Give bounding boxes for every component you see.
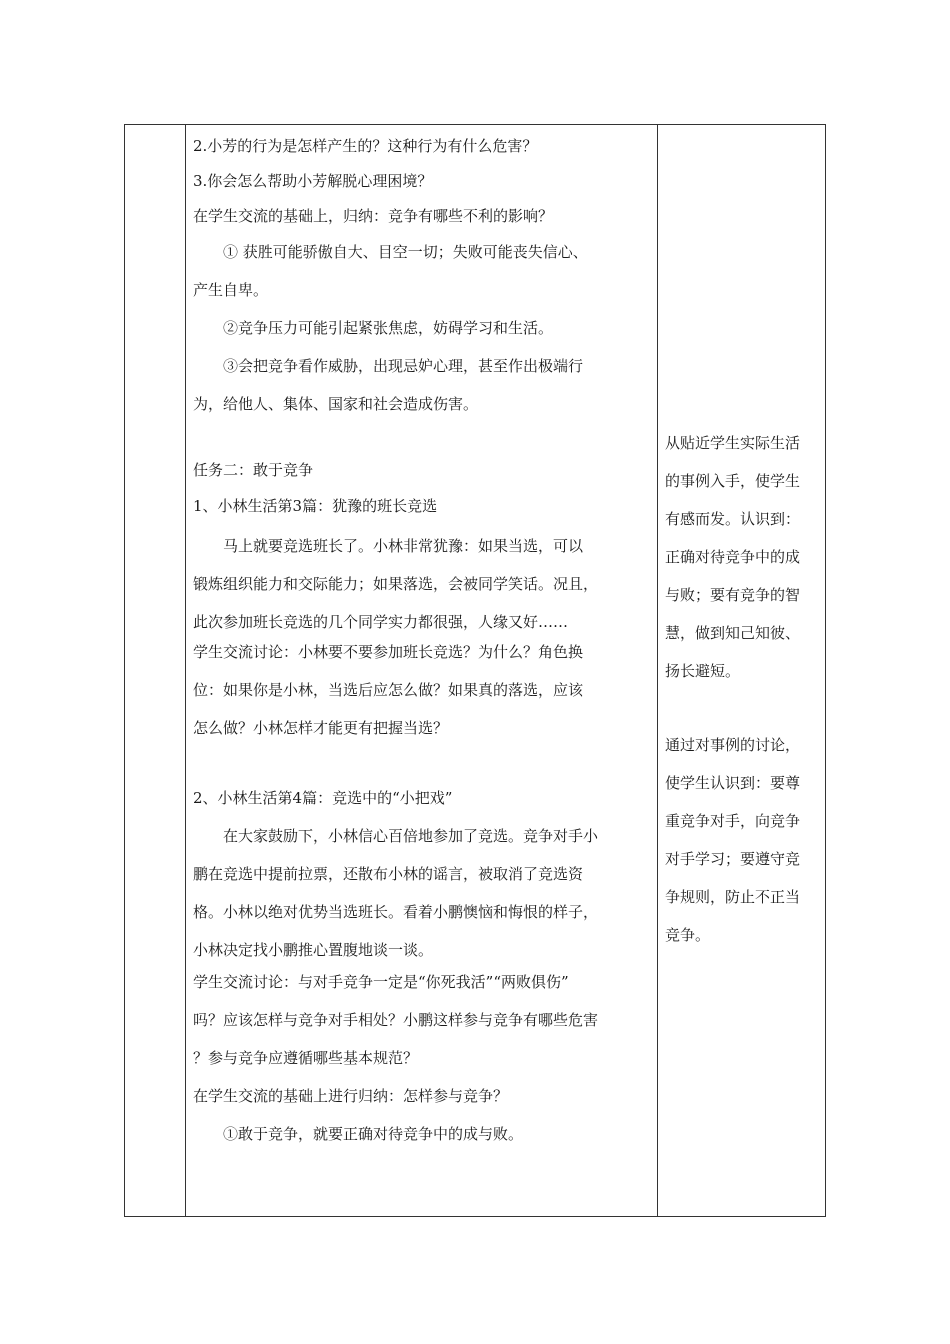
content-line: 锻炼组织能力和交际能力；如果落选，会被同学笑话。况且，: [193, 575, 599, 593]
content-line: 1、小林生活第3篇：犹豫的班长竞选: [193, 497, 438, 515]
content-line: 马上就要竞选班长了。小林非常犹豫：如果当选，可以: [223, 537, 584, 555]
note-line: 从贴近学生实际生活: [665, 434, 801, 452]
content-line: 位：如果你是小林，当选后应怎么做？如果真的落选，应该: [193, 681, 584, 699]
note-line: 与败；要有竞争的智: [665, 586, 801, 604]
content-line: 学生交流讨论：小林要不要参加班长竞选？为什么？角色换: [193, 643, 584, 661]
content-line: 2.小芳的行为是怎样产生的？这种行为有什么危害？: [193, 137, 538, 155]
content-line: 3.你会怎么帮助小芳解脱心理困境？: [193, 172, 433, 190]
lesson-content-column: [193, 131, 651, 1143]
content-line: 产生自卑。: [193, 281, 269, 299]
content-line: 学生交流讨论：与对手竞争一定是“你死我活”“两败俱伤”: [193, 973, 569, 991]
content-line: ①敢于竞争，就要正确对待竞争中的成与败。: [223, 1125, 524, 1143]
note-line: 有感而发。认识到：: [665, 510, 801, 528]
lesson-table: [124, 124, 826, 1217]
content-line: 2、小林生活第4篇：竞选中的“小把戏”: [193, 789, 453, 807]
note-line: 对手学习；要遵守竞: [665, 850, 801, 868]
content-line: 小林决定找小鹏推心置腹地谈一谈。: [193, 941, 434, 959]
content-line: ③会把竞争看作威胁，出现忌妒心理，甚至作出极端行: [223, 357, 584, 375]
column-divider-left: [185, 125, 186, 1216]
note-line: 的事例入手，使学生: [665, 472, 801, 490]
note-line: 扬长避短。: [665, 662, 741, 680]
content-line: ②竞争压力可能引起紧张焦虑，妨碍学习和生活。: [223, 319, 554, 337]
content-line: 格。小林以绝对优势当选班长。看着小鹏懊恼和悔恨的样子，: [193, 903, 599, 921]
content-line: 吗？应该怎样与竞争对手相处？小鹏这样参与竞争有哪些危害: [193, 1011, 599, 1029]
content-line: 在大家鼓励下，小林信心百倍地参加了竞选。竞争对手小: [223, 827, 599, 845]
content-line: 为，给他人、集体、国家和社会造成伤害。: [193, 395, 479, 413]
note-line: 正确对待竞争中的成: [665, 548, 801, 566]
design-intent-column: [665, 424, 821, 954]
note-line: 争规则，防止不正当: [665, 888, 801, 906]
note-line: 通过对事例的讨论，: [665, 736, 801, 754]
content-line: 在学生交流的基础上，归纳：竞争有哪些不利的影响？: [193, 207, 554, 225]
column-divider-right: [657, 125, 658, 1216]
content-line: 此次参加班长竞选的几个同学实力都很强，人缘又好……: [193, 613, 569, 631]
section-heading: 任务二：敢于竞争: [193, 461, 314, 479]
note-line: 竞争。: [665, 926, 711, 944]
content-line: 鹏在竞选中提前拉票，还散布小林的谣言，被取消了竞选资: [193, 865, 584, 883]
content-line: ？参与竞争应遵循哪些基本规范？: [193, 1049, 419, 1067]
note-line: 慧，做到知己知彼、: [665, 624, 801, 642]
content-line: 怎么做？小林怎样才能更有把握当选？: [193, 719, 449, 737]
content-line: ① 获胜可能骄傲自大、目空一切；失败可能丧失信心、: [223, 243, 588, 261]
note-line: 使学生认识到：要尊: [665, 774, 801, 792]
content-line: 在学生交流的基础上进行归纳：怎样参与竞争？: [193, 1087, 509, 1105]
note-line: 重竞争对手，向竞争: [665, 812, 801, 830]
